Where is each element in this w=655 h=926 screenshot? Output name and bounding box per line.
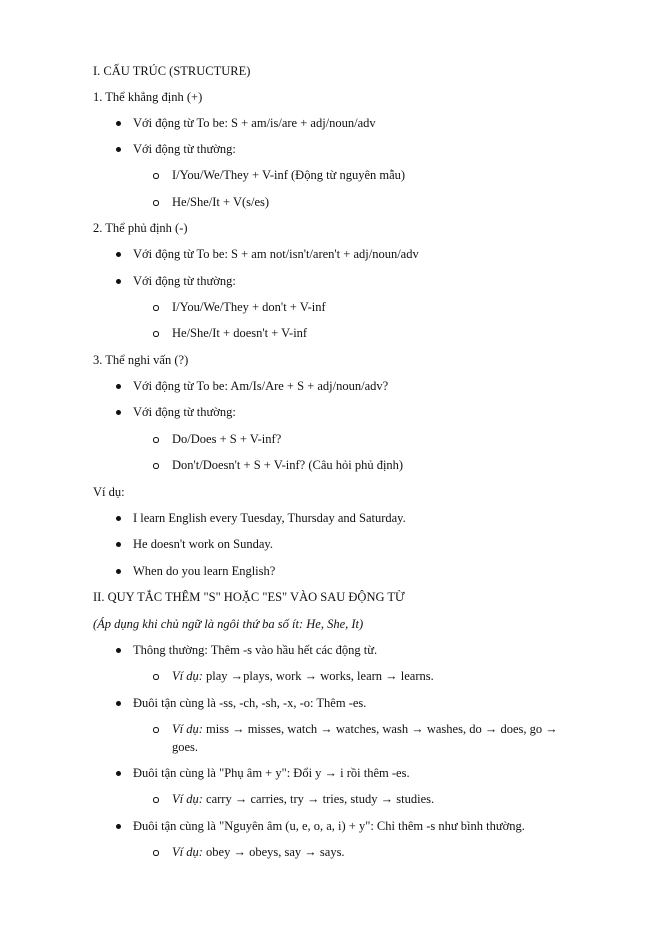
- example-item: When do you learn English?: [133, 564, 276, 578]
- rule-example: [172, 845, 345, 860]
- rule-item: Đuôi tận cùng là "Nguyên âm (u, e, o, a, i) + y": Chỉ thêm -s như bình thường.: [133, 819, 525, 833]
- affirmative-sub2: He/She/It + V(s/es): [172, 195, 270, 209]
- bullet-dot: [116, 516, 121, 521]
- rule-example: [172, 669, 434, 684]
- bullet-dot: [116, 824, 121, 829]
- rule-item: Thông thường: Thêm -s vào hầu hết các động từ.: [133, 643, 378, 657]
- negative-to-be: Với động từ To be: S + am not/isn't/aren't + adj/noun/adv: [133, 247, 419, 261]
- rule-example-text: miss → misses, watch → watches, wash → washes, do → does, go →: [206, 722, 558, 736]
- negative-heading: 2. Thể phủ định (-): [93, 221, 188, 235]
- affirmative-heading: 1. Thể khẳng định (+): [93, 90, 203, 104]
- sub-bullet-circle: [153, 674, 159, 680]
- negative-sub2: He/She/It + doesn't + V-inf: [172, 326, 308, 340]
- rule-example-continued: goes.: [172, 740, 199, 754]
- interrogative-sub1: Do/Does + S + V-inf?: [172, 432, 282, 446]
- affirmative-regular: Với động từ thường:: [133, 142, 236, 156]
- bullet-dot: [116, 410, 121, 415]
- interrogative-heading: 3. Thể nghi vấn (?): [93, 353, 189, 367]
- example-item: I learn English every Tuesday, Thursday and Saturday.: [133, 511, 406, 525]
- sub-bullet-circle: [153, 305, 159, 311]
- example-label: Ví dụ:: [172, 792, 203, 806]
- interrogative-regular: Với động từ thường:: [133, 405, 236, 419]
- sub-bullet-circle: [153, 331, 159, 337]
- section1-title: I. CẤU TRÚC (STRUCTURE): [93, 64, 251, 78]
- sub-bullet-circle: [153, 797, 159, 803]
- rule-example-text: carry → carries, try → tries, study → studies.: [206, 792, 435, 806]
- sub-bullet-circle: [153, 173, 159, 179]
- bullet-dot: [116, 701, 121, 706]
- examples-heading: Ví dụ:: [93, 485, 125, 499]
- interrogative-sub2: Don't/Doesn't + S + V-inf? (Câu hỏi phủ định): [172, 458, 404, 472]
- negative-regular: Với động từ thường:: [133, 274, 236, 288]
- bullet-dot: [116, 121, 121, 126]
- sub-bullet-circle: [153, 850, 159, 856]
- bullet-dot: [116, 569, 121, 574]
- sub-bullet-circle: [153, 463, 159, 469]
- example-label: Ví dụ:: [172, 845, 203, 859]
- negative-sub1: I/You/We/They + don't + V-inf: [172, 300, 326, 314]
- bullet-dot: [116, 252, 121, 257]
- rule-example-text: play →plays, work → works, learn → learns.: [206, 669, 434, 683]
- example-item: He doesn't work on Sunday.: [133, 537, 273, 551]
- bullet-dot: [116, 279, 121, 284]
- rule-item: Đuôi tận cùng là "Phụ âm + y": Đổi y → i rồi thêm -es.: [133, 766, 410, 780]
- rule-example-text: obey → obeys, say → says.: [206, 845, 345, 859]
- example-label: Ví dụ:: [172, 722, 203, 736]
- bullet-dot: [116, 648, 121, 653]
- rule-example: [172, 792, 434, 807]
- bullet-dot: [116, 147, 121, 152]
- section2-note: (Áp dụng khi chủ ngữ là ngôi thứ ba số ít: He, She, It): [93, 617, 364, 631]
- affirmative-to-be: Với động từ To be: S + am/is/are + adj/noun/adv: [133, 116, 376, 130]
- bullet-dot: [116, 771, 121, 776]
- bullet-dot: [116, 542, 121, 547]
- sub-bullet-circle: [153, 200, 159, 206]
- interrogative-to-be: Với động từ To be: Am/Is/Are + S + adj/noun/adv?: [133, 379, 389, 393]
- example-label: Ví dụ:: [172, 669, 203, 683]
- section2-title: II. QUY TẮC THÊM "S" HOẶC "ES" VÀO SAU ĐỘNG TỪ: [93, 590, 405, 604]
- sub-bullet-circle: [153, 437, 159, 443]
- rule-example: [172, 722, 558, 737]
- sub-bullet-circle: [153, 727, 159, 733]
- rule-item: Đuôi tận cùng là -ss, -ch, -sh, -x, -o: Thêm -es.: [133, 696, 367, 710]
- affirmative-sub1: I/You/We/They + V-inf (Động từ nguyên mẫu): [172, 168, 406, 182]
- bullet-dot: [116, 384, 121, 389]
